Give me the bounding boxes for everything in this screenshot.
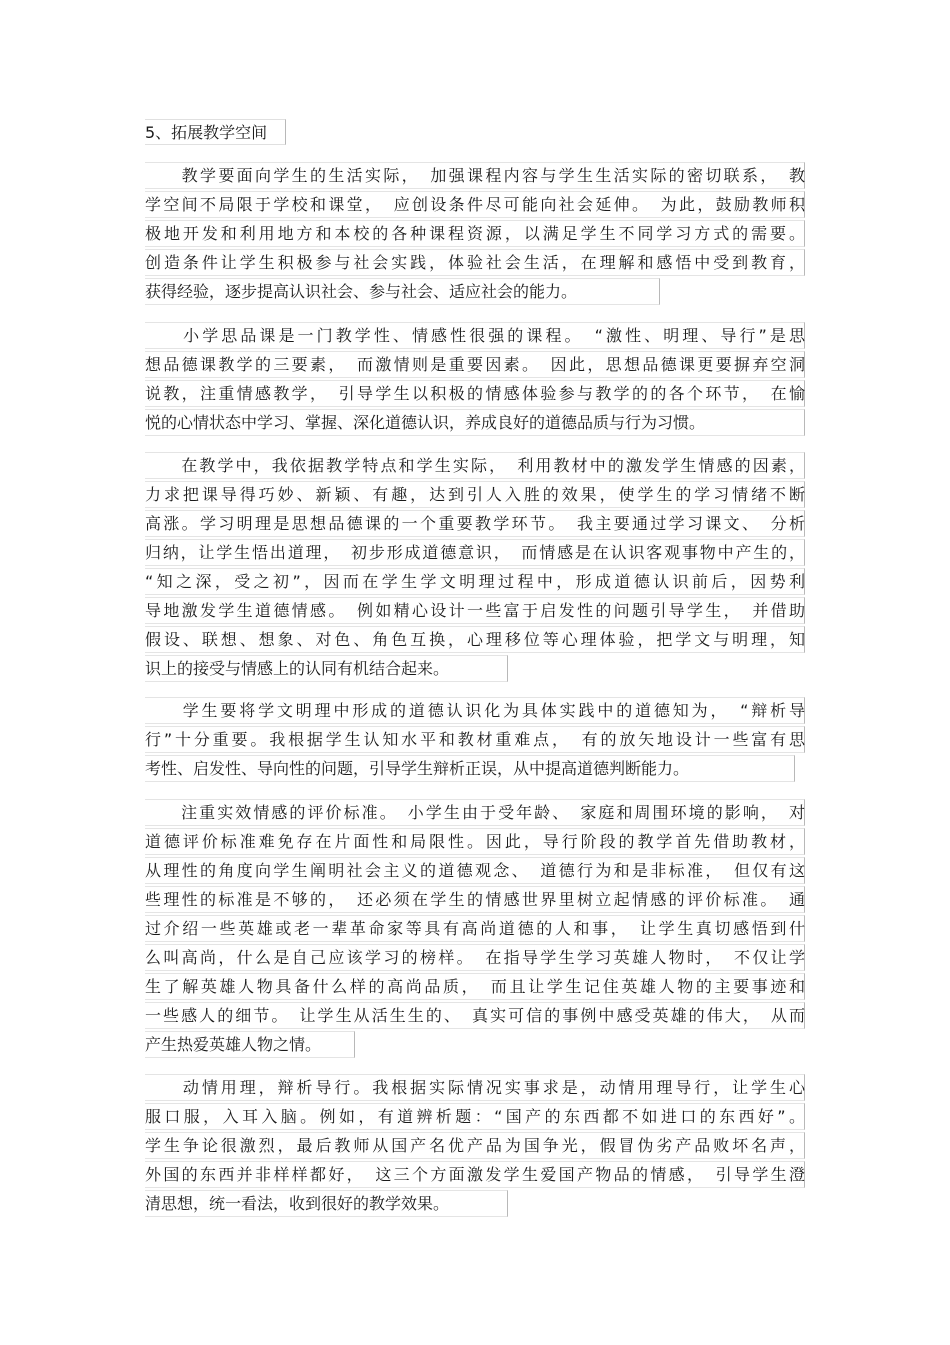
text-line: 学生要将学文明理中形成的道德认识化为具体实践中的道德知为， “辩析导	[145, 701, 805, 720]
text-line: 归纳，让学生悟出道理， 初步形成道德意识， 而情感是在认识客观事物中产生的，	[145, 543, 805, 562]
section-heading: 5、拓展教学空间	[145, 123, 268, 142]
text-line: 产生热爱英雄人物之情。	[145, 1035, 322, 1054]
text-line: 一些感人的细节。 让学生从活生生的、 真实可信的事例中感受英雄的伟大， 从而	[145, 1006, 805, 1025]
text-line: 生了解英雄人物具备什么样的高尚品质， 而且让学生记住英雄人物的主要事迹和	[145, 977, 805, 996]
text-line: 么叫高尚，什么是自己应该学习的榜样。 在指导学生学习英雄人物时， 不仅让学	[145, 948, 805, 967]
text-line: 外国的东西并非样样都好， 这三个方面激发学生爱国产物品的情感， 引导学生澄	[145, 1165, 805, 1184]
text-line: 行”十分重要。我根据学生认知水平和教材重难点， 有的放矢地设计一些富有思	[145, 730, 805, 749]
text-line: 些理性的标准是不够的， 还必须在学生的情感世界里树立起情感的评价标准。 通	[145, 890, 805, 909]
text-line: 力求把课导得巧妙、新颖、有趣，达到引人入胜的效果，使学生的学习情绪不断	[145, 485, 805, 504]
text-line: 说教，注重情感教学， 引导学生以积极的情感体验参与教学的的各个环节， 在愉	[145, 384, 805, 403]
text-line: 道德评价标准难免存在片面性和局限性。因此，导行阶段的教学首先借助教材，	[145, 832, 805, 851]
text-line: 服口服，入耳入脑。例如，有道辨析题：“国产的东西都不如进口的东西好”。	[145, 1107, 805, 1126]
text-line: 清思想，统一看法，收到很好的教学效果。	[145, 1194, 450, 1213]
text-line: 导地激发学生道德情感。 例如精心设计一些富于启发性的问题引导学生， 并借助	[145, 601, 805, 620]
text-line: 过介绍一些英雄或老一辈革命家等具有高尚道德的人和事， 让学生真切感悟到什	[145, 919, 805, 938]
text-line: 识上的接受与情感上的认同有机结合起来。	[145, 659, 450, 678]
text-line: 从理性的角度向学生阐明社会主义的道德观念、 道德行为和是非标准， 但仅有这	[145, 861, 805, 880]
text-line: 假设、联想、想象、对色、角色互换，心理移位等心理体验，把学文与明理，知	[145, 630, 805, 649]
text-line: 创造条件让学生积极参与社会实践，体验社会生活，在理解和感悟中受到教育，	[145, 253, 805, 272]
text-line: 悦的心情状态中学习、掌握、深化道德认识，养成良好的道德品质与行为习惯。	[145, 413, 706, 432]
text-line: 小学思品课是一门教学性、情感性很强的课程。 “激性、明理、导行”是思	[145, 326, 805, 345]
text-line: “知之深，受之初”，因而在学生学文明理过程中，形成道德认识前后，因势利	[145, 572, 805, 591]
text-line: 注重实效情感的评价标准。 小学生由于受年龄、 家庭和周围环境的影响， 对	[145, 803, 805, 822]
text-line: 在教学中，我依据教学特点和学生实际， 利用教材中的激发学生情感的因素，	[145, 456, 805, 475]
text-line: 动情用理，辩析导行。我根据实际情况实事求是，动情用理导行，让学生心	[145, 1078, 805, 1097]
text-line: 获得经验，逐步提高认识社会、参与社会、适应社会的能力。	[145, 282, 578, 301]
text-line: 学生争论很激烈，最后教师从国产名优产品为国争光，假冒伪劣产品败坏名声，	[145, 1136, 805, 1155]
text-line: 想品德课教学的三要素， 而激情则是重要因素。 因此，思想品德课更要摒弃空洞	[145, 355, 805, 374]
text-line: 高涨。学习明理是思想品德课的一个重要教学环节。 我主要通过学习课文、 分析	[145, 514, 805, 533]
text-line: 教学要面向学生的生活实际， 加强课程内容与学生生活实际的密切联系， 教	[145, 166, 805, 185]
text-line: 学空间不局限于学校和课堂， 应创设条件尽可能向社会延伸。 为此，鼓励教师积	[145, 195, 805, 214]
text-line: 极地开发和利用地方和本校的各种课程资源，以满足学生不同学习方式的需要。	[145, 224, 805, 243]
text-line: 考性、启发性、导向性的问题，引导学生辩析正误，从中提高道德判断能力。	[145, 759, 690, 778]
